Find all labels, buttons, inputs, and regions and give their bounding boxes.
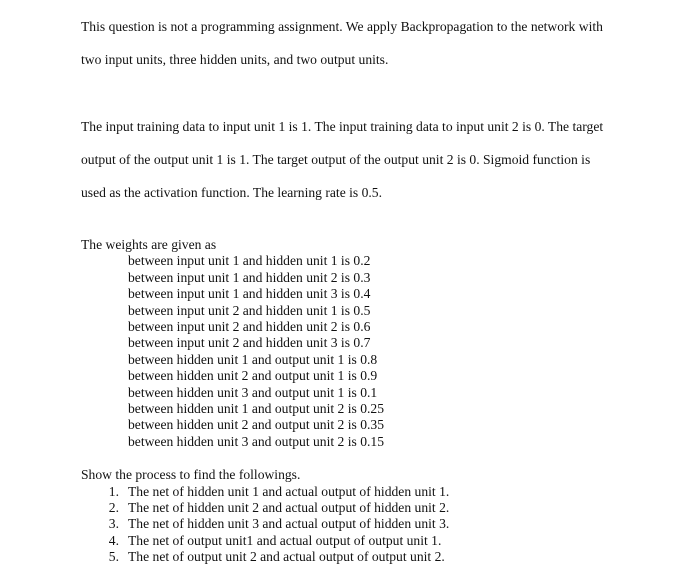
task-text: The net of hidden unit 2 and actual output of hidden unit 2. (128, 499, 450, 515)
task-item (81, 533, 681, 549)
task-text: The net of hidden unit 1 and actual output of hidden unit 1. (128, 483, 450, 499)
weight-item: between hidden unit 1 and output unit 1 is 0.8 (128, 351, 378, 367)
task-number: 4. (108, 532, 119, 548)
intro-line: This question is not a programming assignment. We apply Backpropagation to the network with (81, 19, 603, 35)
weight-item: between hidden unit 3 and output unit 2 is 0.15 (128, 433, 384, 449)
weight-item: between input unit 1 and hidden unit 1 is 0.2 (128, 253, 371, 269)
problem-line: output of the output unit 1 is 1. The target output of the output unit 2 is 0. Sigmoid function is (81, 152, 591, 168)
task-text: The net of hidden unit 3 and actual output of hidden unit 3. (128, 516, 450, 532)
task-number: 1. (108, 483, 119, 499)
document-body (81, 3, 681, 566)
task-number: 2. (108, 499, 119, 515)
task-item (81, 549, 681, 565)
task-number: 3. (108, 516, 119, 532)
problem-paragraph (81, 103, 681, 218)
weight-item: between input unit 1 and hidden unit 3 is 0.4 (128, 286, 371, 302)
weights-heading: The weights are given as (81, 236, 217, 252)
task-item (81, 516, 681, 532)
tasks-heading: Show the process to find the followings. (81, 467, 301, 483)
weight-item: between hidden unit 2 and output unit 2 is 0.35 (128, 417, 384, 433)
weight-item: between input unit 2 and hidden unit 2 is 0.6 (128, 318, 371, 334)
task-item (81, 484, 681, 500)
intro-line: two input units, three hidden units, and two output units. (81, 52, 389, 68)
task-number: 5. (108, 549, 119, 565)
task-text: The net of output unit 2 and actual output of output unit 2. (128, 549, 445, 565)
weight-item: between input unit 1 and hidden unit 2 is 0.3 (128, 269, 371, 285)
weight-item: between input unit 2 and hidden unit 3 is 0.7 (128, 335, 371, 351)
weight-item: between input unit 2 and hidden unit 1 is 0.5 (128, 302, 371, 318)
problem-line: used as the activation function. The learning rate is 0.5. (81, 185, 382, 201)
problem-line: The input training data to input unit 1 is 1. The input training data to input unit 2 is 0. The target (81, 119, 604, 135)
task-text: The net of output unit1 and actual output of output unit 1. (128, 532, 442, 548)
weights-list (128, 253, 681, 450)
intro-paragraph (81, 3, 681, 85)
tasks-list (81, 484, 681, 566)
weight-item: between hidden unit 1 and output unit 2 is 0.25 (128, 400, 384, 416)
task-item (81, 500, 681, 516)
weight-item: between hidden unit 3 and output unit 1 is 0.1 (128, 384, 378, 400)
weight-item: between hidden unit 2 and output unit 1 is 0.9 (128, 368, 378, 384)
